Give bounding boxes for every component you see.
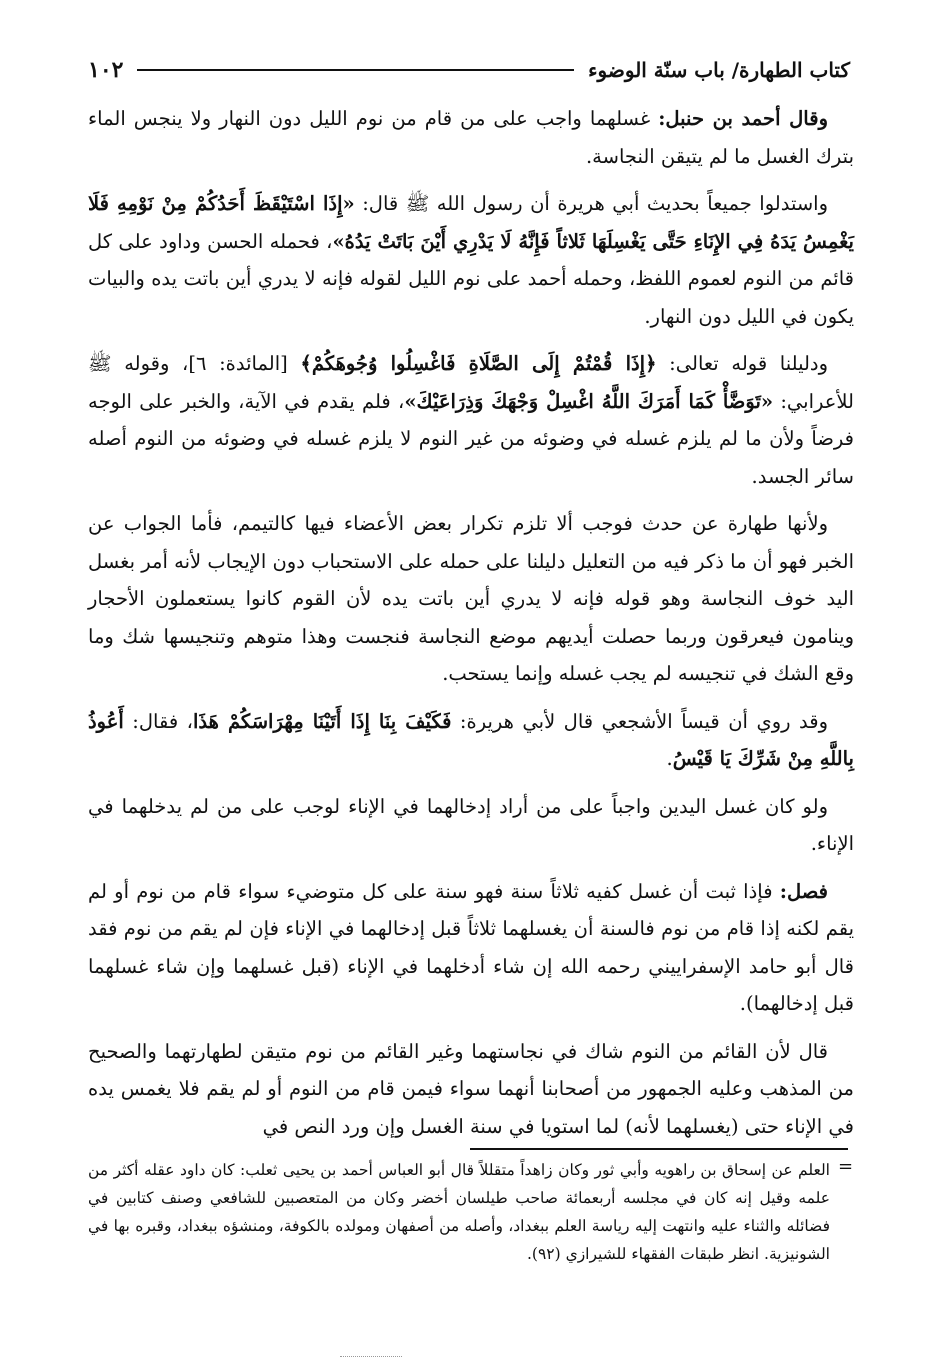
page-bottom-mark — [340, 1356, 402, 1357]
paragraph-3 — [88, 345, 854, 495]
quran-verse: ﴿إِذَا قُمْتُمْ إِلَى الصَّلَاةِ فَاغْسِلُوا وُجُوهَكُمْ﴾ — [300, 352, 657, 375]
main-text — [88, 100, 854, 1155]
hadith-quote: أَعُوذُ بِاللَّهِ مِنْ شَرِّكَ يَا قَيْسُ — [88, 709, 854, 770]
paragraph-text: . — [666, 747, 673, 770]
footnote: العلم عن إسحاق بن راهويه وأبي ثور وكان زاهداً متقللاً قال أبو العباس أحمد بن يحيى ثعلب: كان داود عقله أكثر من علمه وقيل إنه كان في مجلسه أربعمائة صاحب طيلسان أخضر وكان من المتعصبين للشافعي وصنف كتابين في فضائله والثناء عليه وانتهت إليه رياسة العلم ببغداد، وأصله من أصفهان ومولده بالكوفة، ومنشؤه ببغداد، وقبره بها في الشونيزية. انظر طبقات الفقهاء للشيرازي (٩٢). — [88, 1161, 830, 1263]
hadith-quote: «إِذَا اسْتَيْقَظَ أَحَدُكُمْ مِنْ نَوْمِهِ فَلَا يَغْمِسُ يَدَهُ فِي الإِنَاءِ حَتَّى يَغْسِلَهَا ثَلاثاً فَإِنَّهُ لَا يَدْرِي أَيْنَ بَاتَتْ يَدُهُ» — [88, 192, 854, 253]
footnote-rule — [470, 1148, 848, 1150]
paragraph-text: ولأنها طهارة عن حدث فوجب ألا تلزم تكرار بعض الأعضاء فيها كالتيمم، فأما الجواب عن الخبر فهو أن ما ذكر فيه من التعليل دليلنا على حمله على الاستحباب دون الإيجاب لأنه أمر بغسل اليد خوف النجاسة وهو قوله فإنه لا يدري أين باتت يده لأن القوم كانوا يستعملون الأحجار وينامون فيعرقون وربما حصلت أيديهم موضع النجاسة فنجست وهذا متوهم وتنجيسها شك وما وقع الشك في تنجيسه لم يجب غسله وإنما يستحب. — [88, 512, 854, 685]
hadith-quote: فَكَيْفَ بِنَا إِذَا أَتَيْنَا مِهْرَاسَكُمْ هَذَا — [192, 709, 452, 733]
header-rule — [137, 69, 574, 71]
paragraph-text: ولو كان غسل اليدين واجباً على من أراد إدخالهما في الإناء لوجب على من لم يدخلهما في الإناء. — [88, 794, 854, 855]
paragraph-6 — [88, 788, 854, 863]
paragraph-text: واستدلوا جميعاً بحديث أبي هريرة أن رسول الله ﷺ قال: — [354, 192, 829, 215]
paragraph-4 — [88, 505, 854, 693]
running-header — [88, 52, 850, 88]
paragraph-text: قال لأن القائم من النوم شاك في نجاستهما وغير القائم من نوم متيقن لطهارتهما والصحيح من المذهب وعليه الجمهور من أصحابنا أنهما سواء فيمن قام من النوم أو لم يقم فلا يغمس يده في الإناء حتى (يغسلهما لأنه) لما استويا في سنة الغسل وإن ورد النص في — [88, 1039, 854, 1138]
chapter-title: كتاب الطهارة/ باب سنّة الوضوء — [588, 58, 850, 82]
paragraph-text: غسلهما واجب على من قام من نوم الليل دون النهار ولا ينجس الماء بترك الغسل ما لم يتيقن النجاسة. — [88, 107, 854, 168]
paragraph-text: ، فحمله الحسن وداود على كل قائم من النوم لعموم اللفظ، وحمله أحمد على نوم الليل لقوله فإنه لا يدري أين باتت يده والبيات يكون في الليل دون النهار. — [88, 229, 854, 328]
lead-phrase: وقال أحمد بن حنبل: — [658, 107, 828, 130]
section-label: فصل: — [779, 879, 828, 903]
page-number: ١٠٢ — [88, 57, 124, 83]
paragraph-5 — [88, 703, 854, 778]
paragraph-text: [المائدة: ٦]، وقوله ﷺ للأعرابي: — [88, 352, 854, 413]
paragraph-text: فإذا ثبت أن غسل كفيه ثلاثاً سنة فهو سنة على كل متوضيء سواء قام من نوم أو لم يقم لكنه إذا قام من نوم فالسنة أن يغسلهما ثلاثاً قبل إدخالهما في الإناء فإن لم يقم من نوم فقد قال أبو حامد الإسفراييني رحمه الله إن شاء أدخلهما في الإناء (قبل غسلهما وإن شاء غسلهما قبل إدخالهما). — [88, 879, 854, 1015]
paragraph-text: ، فقال: — [123, 709, 193, 733]
paragraph-8 — [88, 1033, 854, 1146]
paragraph-2 — [88, 185, 854, 335]
paragraph-text: ، فلم يقدم في الآية، والخبر على الوجه فرضاً ولأن ما لم يلزم غسله في وضوئه من غير النوم لا يلزم غسله في وضوئه من النوم أصله سائر الجسد. — [88, 389, 854, 488]
footnote-continuation-marker: = — [838, 1156, 854, 1177]
paragraph-text: وقد روي أن قيساً الأشجعي قال لأبي هريرة: — [451, 709, 828, 733]
paragraph-text: ودليلنا قوله تعالى: — [656, 352, 829, 375]
paragraph-7 — [88, 873, 854, 1023]
paragraph-1 — [88, 100, 854, 175]
hadith-quote: «تَوَضَّأْ كَمَا أَمَرَكَ اللَّهُ اغْسِلْ وَجْهَكَ وَذِرَاعَيْكَ» — [404, 389, 774, 413]
